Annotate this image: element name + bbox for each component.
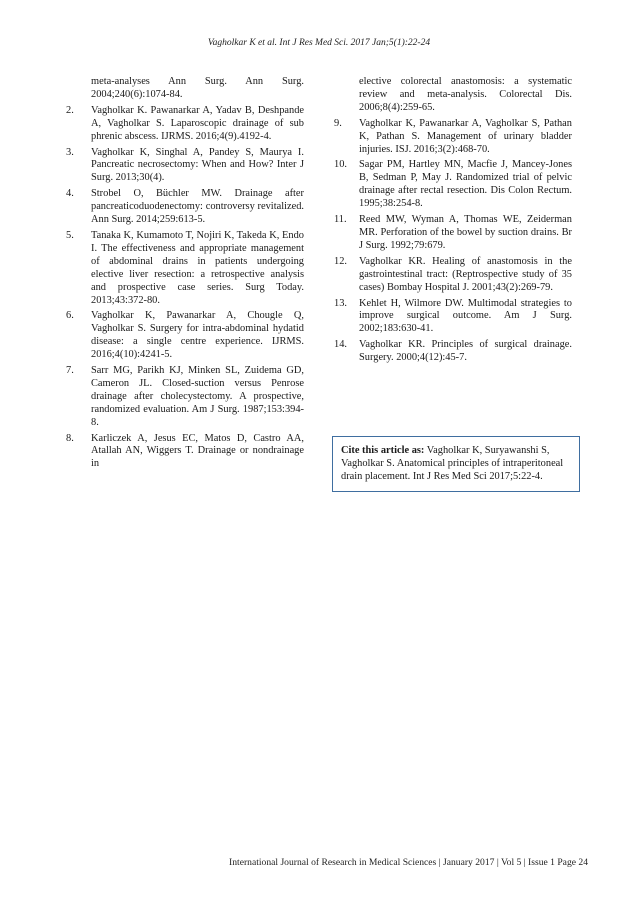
reference-text: Sarr MG, Parikh KJ, Minken SL, Zuidema GD, Cameron JL. Closed-suction versus Penrose drainage after cholecystectomy. A prospective, randomized evaluation. Am J Surg. 1987;153:394-8. xyxy=(91,365,304,428)
reference-text: Vagholkar KR. Healing of anastomosis in the gastrointestinal tract: (Reptrospective study of 35 cases) Bombay Hospital J. 2001;43(2):269-79. xyxy=(359,255,572,293)
reference-number: 11. xyxy=(334,214,347,226)
reference-number: 2. xyxy=(66,104,74,116)
reference-item xyxy=(334,76,572,115)
reference-text: Sagar PM, Hartley MN, Macfie J, Mancey-Jones B, Sedman P, May J. Randomized trial of pelvic drainage after rectal resection. Dis Colon Rectum. 1995;38:254-8. xyxy=(359,159,572,210)
reference-number: 9. xyxy=(334,117,342,129)
reference-item xyxy=(334,298,572,337)
reference-text: elective colorectal anastomosis: a systematic review and meta-analysis. Colorectal Dis. 2006;8(4):259-65. xyxy=(359,76,572,113)
citation-text: Vagholkar K, Suryawanshi S, Vagholkar S. Anatomical principles of intraperitoneal drain placement. Int J Res Med Sci 2017;5:22-4. xyxy=(341,445,564,482)
reference-number: 13. xyxy=(334,297,347,309)
reference-text: meta-analyses Ann Surg. Ann Surg. 2004;240(6):1074-84. xyxy=(91,76,304,100)
reference-number: 5. xyxy=(66,229,74,241)
reference-text: Vagholkar K, Pawanarkar A, Vagholkar S, Pathan K, Pathan S. Management of urinary bladder injuries. ISJ. 2016;3(2):468-70. xyxy=(359,117,572,155)
reference-item xyxy=(66,230,304,307)
reference-text: Vagholkar K, Pawanarkar A, Chougle Q, Vagholkar S. Surgery for intra-abdominal hydatid disease: a single centre experience. IJRMS. 2016;4(10):4241-5. xyxy=(91,310,304,361)
reference-text: Vagholkar KR. Principles of surgical drainage. Surgery. 2000;4(12):45-7. xyxy=(359,339,572,364)
reference-item xyxy=(66,365,304,430)
reference-text: Vagholkar K. Pawanarkar A, Yadav B, Deshpande A, Vagholkar S. Laparoscopic drainage of sub phrenic abscess. IJRMS. 2016;4(9).4192-4. xyxy=(91,104,304,142)
references-column-left xyxy=(66,76,304,474)
citation-label: Cite this article as: xyxy=(341,445,425,456)
reference-number: 10. xyxy=(334,159,347,171)
reference-item xyxy=(66,147,304,186)
reference-text: Tanaka K, Kumamoto T, Nojiri K, Takeda K, Endo I. The effectiveness and appropriate management of abdominal drains in patients undergoing elective liver resection: a retrospective analysis and prospective case series. Surg Today. 2013;43:372-80. xyxy=(91,229,304,306)
reference-number: 8. xyxy=(66,432,74,444)
reference-text: Vagholkar K, Singhal A, Pandey S, Maurya I. Pancreatic necrosectomy: When and How? Inter J Surg. 2013;30(4). xyxy=(91,146,304,184)
reference-item xyxy=(334,159,572,211)
references-column-right xyxy=(334,76,572,368)
reference-item xyxy=(66,76,304,102)
page-footer: International Journal of Research in Medical Sciences | January 2017 | Vol 5 | Issue 1 Page 24 xyxy=(229,857,588,868)
reference-text: Strobel O, Büchler MW. Drainage after pancreaticoduodenectomy: controversy revitalized. Ann Surg. 2014;259:613-5. xyxy=(91,188,304,226)
reference-item xyxy=(66,188,304,227)
reference-text: Kehlet H, Wilmore DW. Multimodal strategies to improve surgical outcome. Am J Surg. 2002;183:630-41. xyxy=(359,297,572,335)
reference-item xyxy=(334,256,572,295)
reference-item xyxy=(334,339,572,365)
reference-item xyxy=(66,433,304,472)
reference-text: Karliczek A, Jesus EC, Matos D, Castro AA, Atallah AN, Wiggers T. Drainage or nondrainage in xyxy=(91,432,304,470)
reference-number: 4. xyxy=(66,188,74,200)
reference-number: 3. xyxy=(66,146,74,158)
reference-number: 7. xyxy=(66,365,74,377)
reference-item xyxy=(66,105,304,144)
reference-text: Reed MW, Wyman A, Thomas WE, Zeiderman MR. Perforation of the bowel by suction drains. Br J Surg. 1992;79:679. xyxy=(359,214,572,251)
reference-number: 14. xyxy=(334,339,347,351)
reference-item xyxy=(334,118,572,157)
reference-number: 12. xyxy=(334,255,347,267)
reference-number: 6. xyxy=(66,310,74,322)
reference-item xyxy=(334,214,572,253)
running-head: Vagholkar K et al. Int J Res Med Sci. 2017 Jan;5(1):22-24 xyxy=(207,38,431,48)
reference-item xyxy=(66,310,304,362)
citation-box xyxy=(332,436,580,492)
